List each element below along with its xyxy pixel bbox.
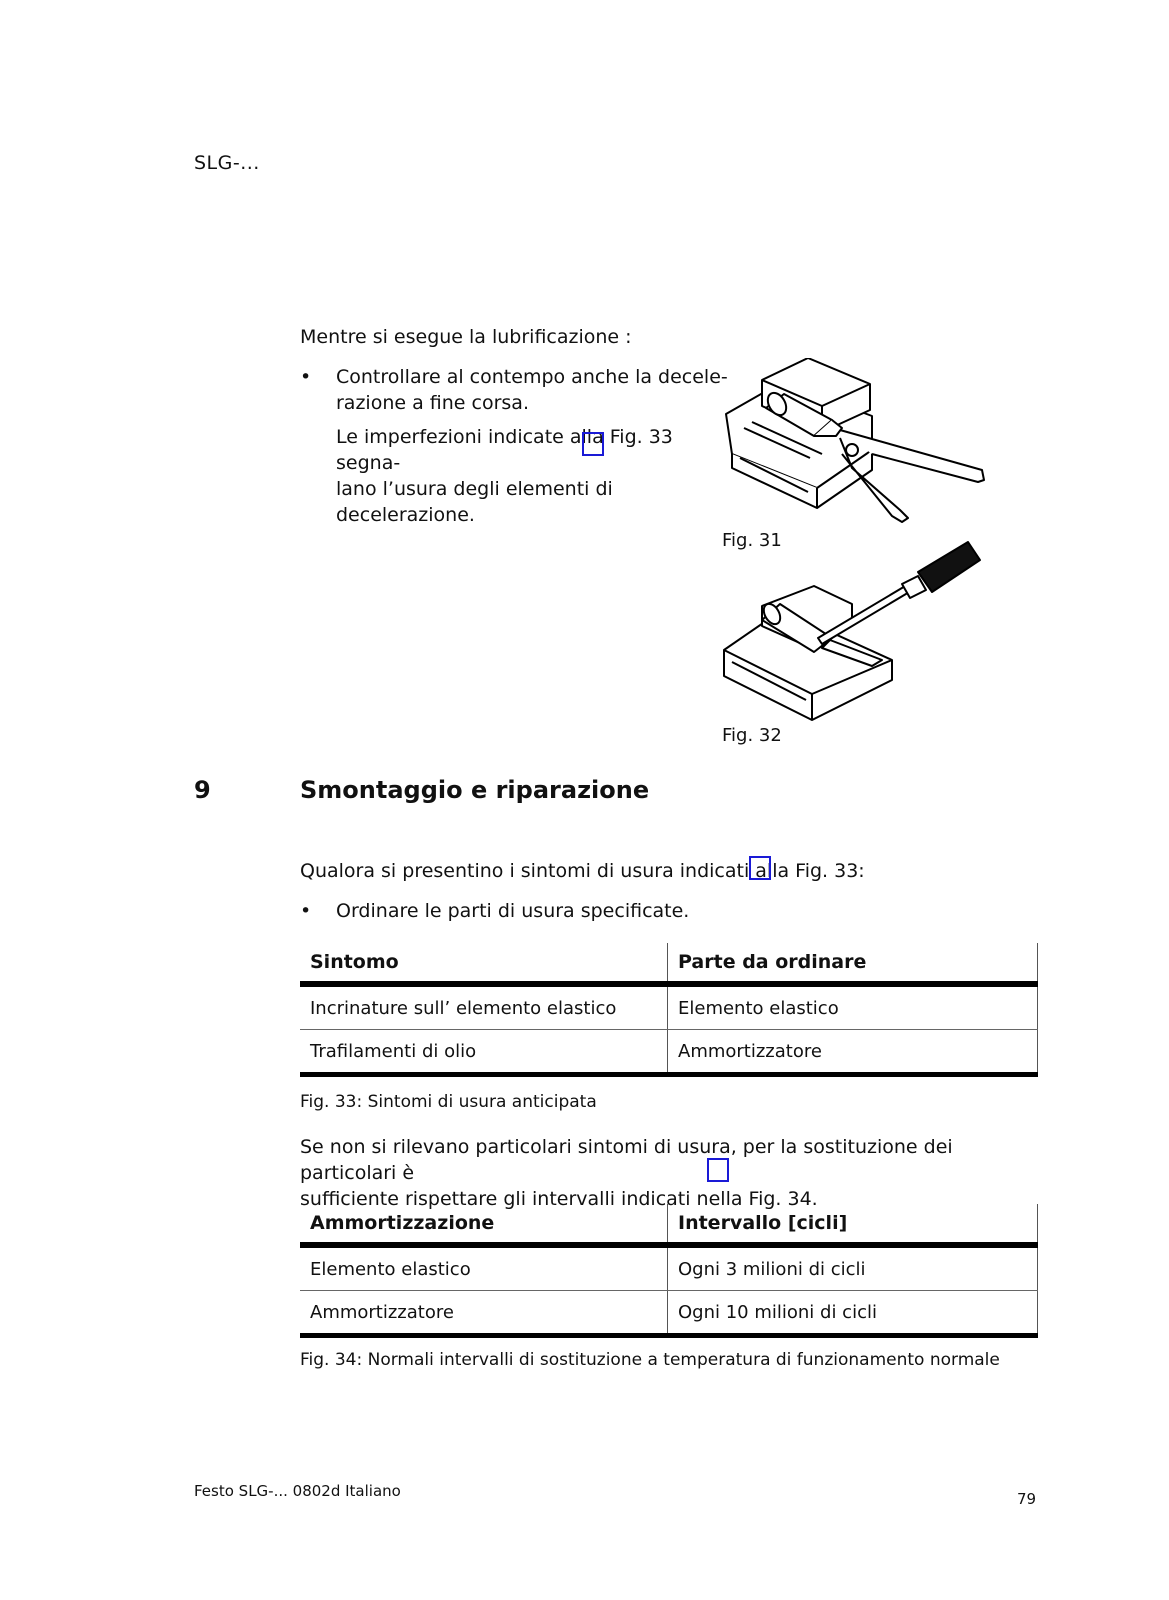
page-header: SLG-... (194, 152, 260, 174)
table-row (300, 984, 1038, 1030)
table-row (300, 1291, 1038, 1336)
table-header-row (300, 943, 1038, 984)
fig33-link-box[interactable] (582, 432, 604, 456)
repair-bullet-text: Ordinare le parti di usura specificate. (336, 900, 690, 922)
bullet-line-2: razione a fine corsa. (336, 392, 529, 414)
table-cell: Trafilamenti di olio (300, 1030, 668, 1075)
fig31-illustration (722, 358, 1022, 528)
fig33-caption: Fig. 33: Sintomi di usura anticipata (300, 1092, 597, 1112)
table-cell: Incrinature sull’ elemento elastico (300, 984, 668, 1030)
fig33-link-box-2[interactable] (749, 856, 771, 880)
intervals-line-2: sufficiente rispettare gli intervalli indicati nella Fig. 34. (300, 1188, 818, 1210)
table-cell: Elemento elastico (668, 984, 1038, 1030)
note-line-1: Le imperfezioni indicate alla Fig. 33 segna- (336, 426, 673, 474)
table-row (300, 1030, 1038, 1075)
fig32-illustration (722, 540, 992, 730)
bullet-symbol: • (300, 900, 312, 922)
intervals-line-1: Se non si rilevano particolari sintomi di usura, per la sostituzione dei particolari è (300, 1136, 953, 1184)
bullet-text (336, 364, 736, 528)
table-header: Sintomo (300, 943, 668, 984)
section-title: Smontaggio e riparazione (300, 776, 650, 804)
table-cell: Ogni 10 milioni di cicli (668, 1291, 1038, 1336)
repair-intro: Qualora si presentino i sintomi di usura indicati alla Fig. 33: (300, 860, 865, 882)
fig31-label: Fig. 31 (722, 530, 782, 551)
note-line-2: lano l’usura degli elementi di decelerazione. (336, 478, 613, 526)
page-footer: Festo SLG-... 0802d Italiano (194, 1482, 401, 1500)
fig34-link-box[interactable] (707, 1158, 729, 1182)
lubrication-intro: Mentre si esegue la lubrificazione : (300, 326, 632, 348)
table-header: Parte da ordinare (668, 943, 1038, 984)
table-header: Ammortizzazione (300, 1204, 668, 1245)
page-number: 79 (1017, 1490, 1037, 1508)
table-header-row (300, 1204, 1038, 1245)
table-row (300, 1245, 1038, 1291)
table-cell: Ammortizzatore (300, 1291, 668, 1336)
table-cell: Elemento elastico (300, 1245, 668, 1291)
fig34-caption: Fig. 34: Normali intervalli di sostituzione a temperatura di funzionamento normale (300, 1350, 1000, 1370)
table-header: Intervallo [cicli] (668, 1204, 1038, 1245)
table-cell: Ammortizzatore (668, 1030, 1038, 1075)
section-number: 9 (194, 776, 211, 804)
wear-symptoms-table (300, 943, 1038, 1077)
bullet-symbol: • (300, 366, 312, 388)
intervals-paragraph (300, 1134, 1040, 1212)
fig32-label: Fig. 32 (722, 725, 782, 746)
bullet-line-1: Controllare al contempo anche la decele- (336, 366, 728, 388)
replacement-intervals-table (300, 1204, 1038, 1338)
table-cell: Ogni 3 milioni di cicli (668, 1245, 1038, 1291)
